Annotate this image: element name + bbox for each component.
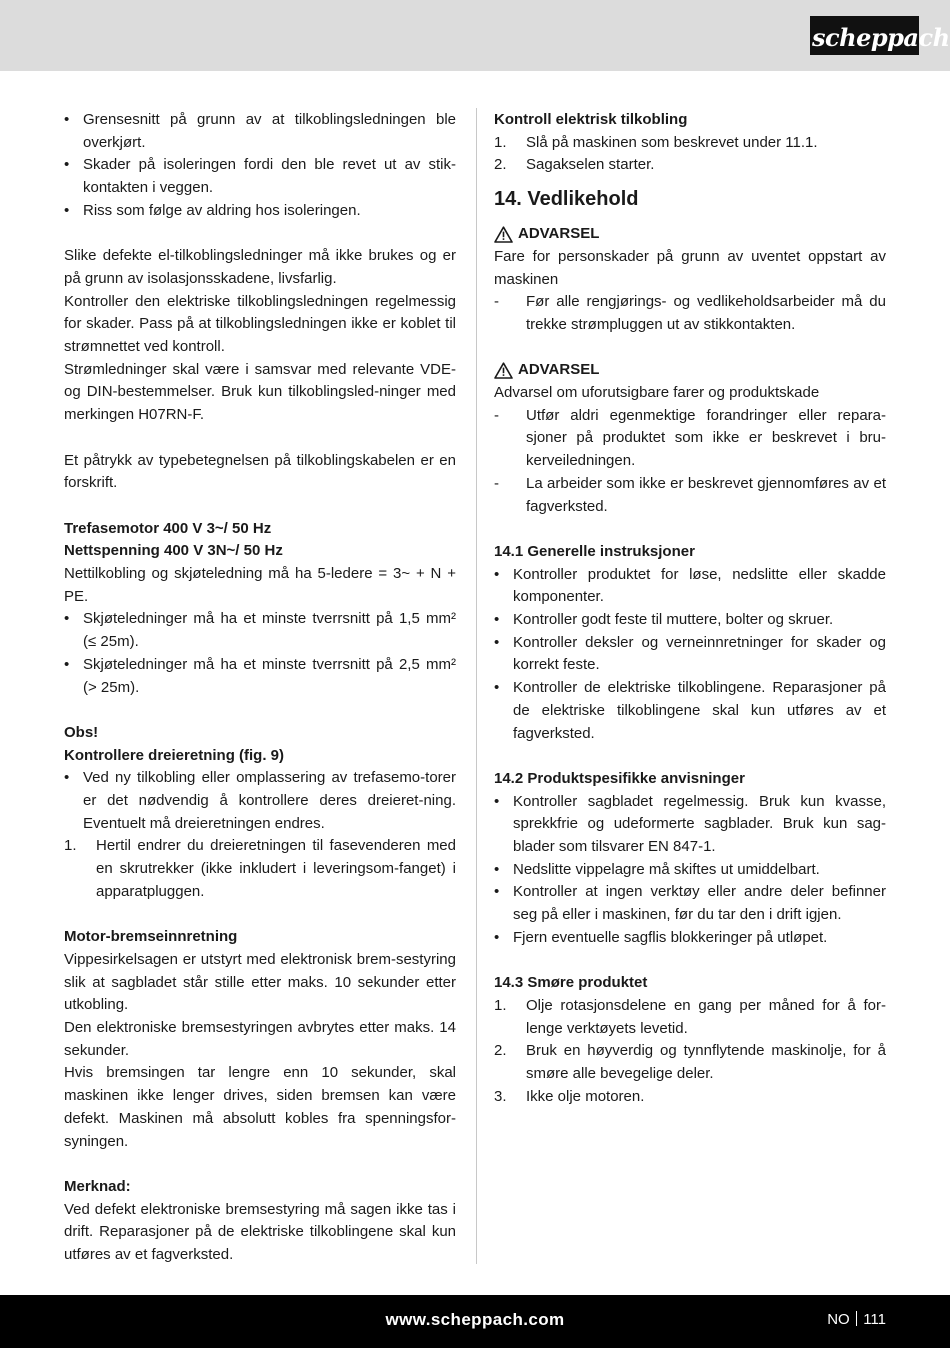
list-item: • Skjøteledninger må ha et minste tverrsnitt på 1,5 mm² (≤ 25m). [64,610,456,651]
electrical-check-steps [494,132,886,177]
page-number-value: 111 [863,1311,886,1328]
list-item: • Kontroller sagbladet regelmessig. Bruk kun kvasse, sprekkfrie og udeformerte sagblader. Bruk kun sag-blader som tilsvarer EN 847-1. [494,792,886,856]
scheppach-logo: scheppach [810,16,919,55]
warning-list [494,405,886,519]
list-item: • Kontroller at ingen verktøy eller andre deler befinner seg på eller i maskinen, før du tar den i drift igjen. [494,883,886,924]
paragraph: Et påtrykk av typebetegnelsen på tilkoblingskabelen er en forskrift. [64,451,456,492]
column-divider [476,108,477,1264]
paragraph: Ved defekt elektroniske bremsestyring må sagen ikke tas i drift. Reparasjoner på de elektriske tilkoblingene skal kun utføres av et fagverksted. [64,1200,456,1264]
rotation-check-title: Kontrollere dreieretning (fig. 9) [64,746,285,764]
page-header [0,0,950,71]
list-item: 3. Ikke olje motoren. [494,1087,645,1105]
list-item: • Kontroller de elektriske tilkoblingene. Reparasjoner på de elektriske tilkoblingene skal kun utføres av et fagverksted. [494,679,886,742]
paragraph: Hvis bremsingen tar lengre enn 10 sekunder, skal maskinen ikke lenger drives, siden bremsen kan være defekt. Maskinen må absolutt kobles fra spenningsfor-syningen. [64,1064,456,1150]
list-item: • Fjern eventuelle sagflis blokkeringer på utløpet. [494,928,828,946]
right-column [494,109,886,1108]
electrical-check-title: Kontroll elektrisk tilkobling [494,111,688,128]
motor-title: Trefasemotor 400 V 3~/ 50 Hz [64,519,272,537]
subsection-title: 14.2 Produktspesifikke anvisninger [494,769,745,787]
brake-title: Motor-bremseinnretning [64,928,238,946]
paragraph: Strømledninger skal være i samsvar med relevante VDE- og DIN-bestemmelser. Bruk kun tilkoblingsled-ninger med merkingen H07RN-F. [64,360,456,424]
warning-triangle-icon [494,226,513,243]
list-item: • Ved ny tilkobling eller omplassering av trefasemo-torer er det nødvendig å kontrollere deres dreieret-ning. Eventuelt må dreieretningen endres. [64,769,456,832]
section-title: 14. Vedlikehold [494,188,639,211]
extension-cable-list [64,608,456,699]
obs-title: Obs! [64,723,99,741]
lubrication-steps [494,995,886,1109]
list-item: 1. Slå på maskinen som beskrevet under 11.1. [494,133,818,151]
cable-damage-list [64,109,456,223]
list-item: 1. Hertil endrer du dreieretningen til fasevenderen med en skrutrekker (ikke inkludert i leveringsom-fanget) i apparatpluggen. [64,837,456,900]
general-instructions-list [494,564,886,746]
list-item: - La arbeider som ikke er beskrevet gjennomføres av et fagverksted. [494,474,886,515]
page-number [827,1295,886,1345]
product-specific-list [494,791,886,950]
paragraph: Nettilkobling og skjøteledning må ha 5-ledere = 3~ + N + PE. [64,565,456,605]
warning-text: Fare for personskader på grunn av uventet oppstart av maskinen [494,247,886,288]
list-item: - Før alle rengjørings- og vedlikeholdsarbeider må du trekke strømpluggen ut av stikkontakten. [494,293,886,333]
subsection-title: 14.1 Generelle instruksjoner [494,542,695,560]
page-footer [0,1295,950,1348]
rotation-list [64,767,456,835]
list-item: 2. Sagakselen starter. [494,156,655,174]
list-item: • Grensesnitt på grunn av at tilkoblingsledningen ble overkjørt. [64,111,456,151]
list-item: • Skader på isoleringen fordi den ble revet ut av stik-kontakten i veggen. [64,156,456,197]
warning-heading: ADVARSEL [494,359,886,382]
list-item: 2. Bruk en høyverdig og tynnflytende maskinolje, for å smøre alle bevegelige deler. [494,1042,886,1083]
warning-text: Advarsel om uforutsigbare farer og produktskade [494,384,820,402]
subsection-title: 14.3 Smøre produktet [494,974,648,992]
warning-heading: ADVARSEL [494,223,886,246]
paragraph: Slike defekte el-tilkoblingsledninger må ikke brukes og er på grunn av isolasjonsskadene, livsfarlig. [64,247,456,287]
list-item: • Kontroller deksler og verneinnretninger for skader og korrekt feste. [494,633,886,674]
paragraph: Kontroller den elektriske tilkoblingsledningen regelmessig for skader. Pass på at tilkoblingsledningen ikke er koblet til strømnettet ved kontroll. [64,292,456,356]
left-column [64,109,456,1267]
website-url: www.scheppach.com [385,1310,565,1329]
list-item: • Kontroller godt feste til muttere, bolter og skruer. [494,611,834,629]
warning-triangle-icon [494,362,513,379]
list-item: • Skjøteledninger må ha et minste tverrsnitt på 2,5 mm² (> 25m). [64,655,456,696]
warning-list [494,291,886,336]
list-item: • Nedslitte vippelagre må skiftes ut umiddelbart. [494,860,820,878]
paragraph: Den elektroniske bremsestyringen avbrytes etter maks. 14 sekunder. [64,1019,456,1059]
list-item: • Kontroller produktet for løse, nedslitte eller skadde komponenter. [494,565,886,606]
language-code: NO [827,1311,850,1328]
list-item: - Utfør aldri egenmektige forandringer eller repara-sjoner på produktet som ikke er beskrevet i bru-kerveiledningen. [494,406,886,470]
voltage-title: Nettspenning 400 V 3N~/ 50 Hz [64,542,283,560]
list-item: • Riss som følge av aldring hos isoleringen. [64,201,361,219]
list-item: 1. Olje rotasjonsdelene en gang per måned for å for-lenge verktøyets levetid. [494,996,886,1037]
note-title: Merknad: [64,1177,131,1195]
paragraph: Vippesirkelsagen er utstyrt med elektronisk brem-sestyring slik at sagbladet står stille etter maks. 10 sekunder etter utkobling. [64,950,456,1014]
rotation-steps [64,835,456,903]
